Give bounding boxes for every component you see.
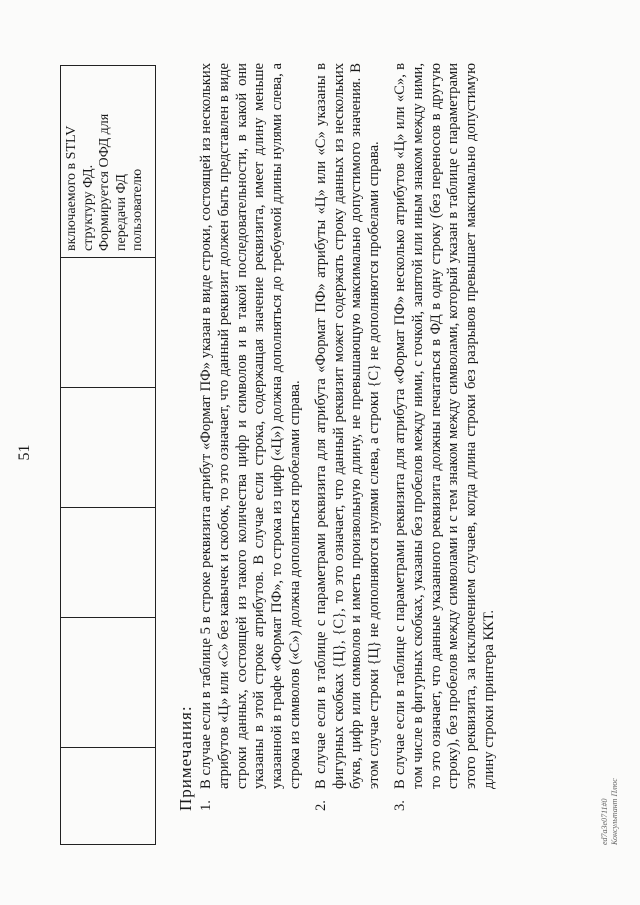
requisites-table-fragment [60,65,156,845]
note-item [198,63,305,811]
notes-section [176,63,507,811]
note-number: 3. [391,800,408,811]
table-cell [61,388,155,508]
table-cell [61,258,155,388]
table-cell-line: пользователю [130,168,145,251]
note-number: 2. [312,800,329,811]
note-text: В случае если в таблице 5 в строке реквизита атрибут «Формат ПФ» указан в виде строки, состоящей из нескольких атрибутов «Ц» или «С» без кавычек и скобок, то это означает, что данный реквизит должен быть представлен в виде строки данных, состоящей из такого количества цифр и символов и в такой последовательности, в какой они указаны в этой строке атрибутов. В случае если строка, содержащая значение реквизита, имеет длину меньше указанной в графе «Формат ПФ», то строка из цифр («Ц») должна дополняться до требуемой длины нулями слева, а строка из символов («С») должна дополняться пробелами справа. [198,63,303,789]
table-cell-line: включаемого в STLV [64,125,79,251]
note-number: 1. [198,800,214,811]
table-cell-line: передачи ФД [113,174,129,251]
note-text: В случае если в таблице с параметрами реквизита для атрибута «Формат ПФ» атрибуты «Ц» или «С» указаны в фигурных скобках {Ц}, {С}, то это означает, что данный реквизит может содержать строку данных из нескольких букв, цифр или символов и иметь произвольную длину, не превышающую максимально допустимого значения. В этом случае строки {Ц} не дополняются нулями слева, а строки {С} не дополняются пробелами справа. [312,63,383,789]
table-cell [61,618,155,748]
table-cell-description [61,66,155,258]
stamp-line: Консультант Плюс [610,778,619,845]
table-cell [61,748,155,844]
note-item [313,63,384,811]
note-item [392,63,499,811]
table-cell [61,508,155,618]
page-number: 51 [16,444,33,461]
notes-title: Примечания: [176,705,195,811]
stamp-line: ed7a3e0711#0 [600,798,609,845]
table-cell-line: структуру ФД. [80,164,96,251]
note-text: В случае если в таблице с параметрами реквизита для атрибута «Формат ПФ» несколько атрибутов «Ц» или «С», в том числе в фигурных скобках, указаны без пробелов между ними, с точкой, запятой или иным знаком между ними, то это означает, что данные указанного реквизита должны печататься в ФД в одну строку (без переносов в другую строку), без пробелов между символами и с тем знаком между символами, который указан в таблице с параметрами этого реквизита, за исключением случаев, когда длина строки без разрывов превышает максимально допустимую длину строки принтера ККТ. [391,63,497,789]
table-cell-line: Формируется ОФД для [97,113,112,251]
document-stamp [600,778,620,845]
